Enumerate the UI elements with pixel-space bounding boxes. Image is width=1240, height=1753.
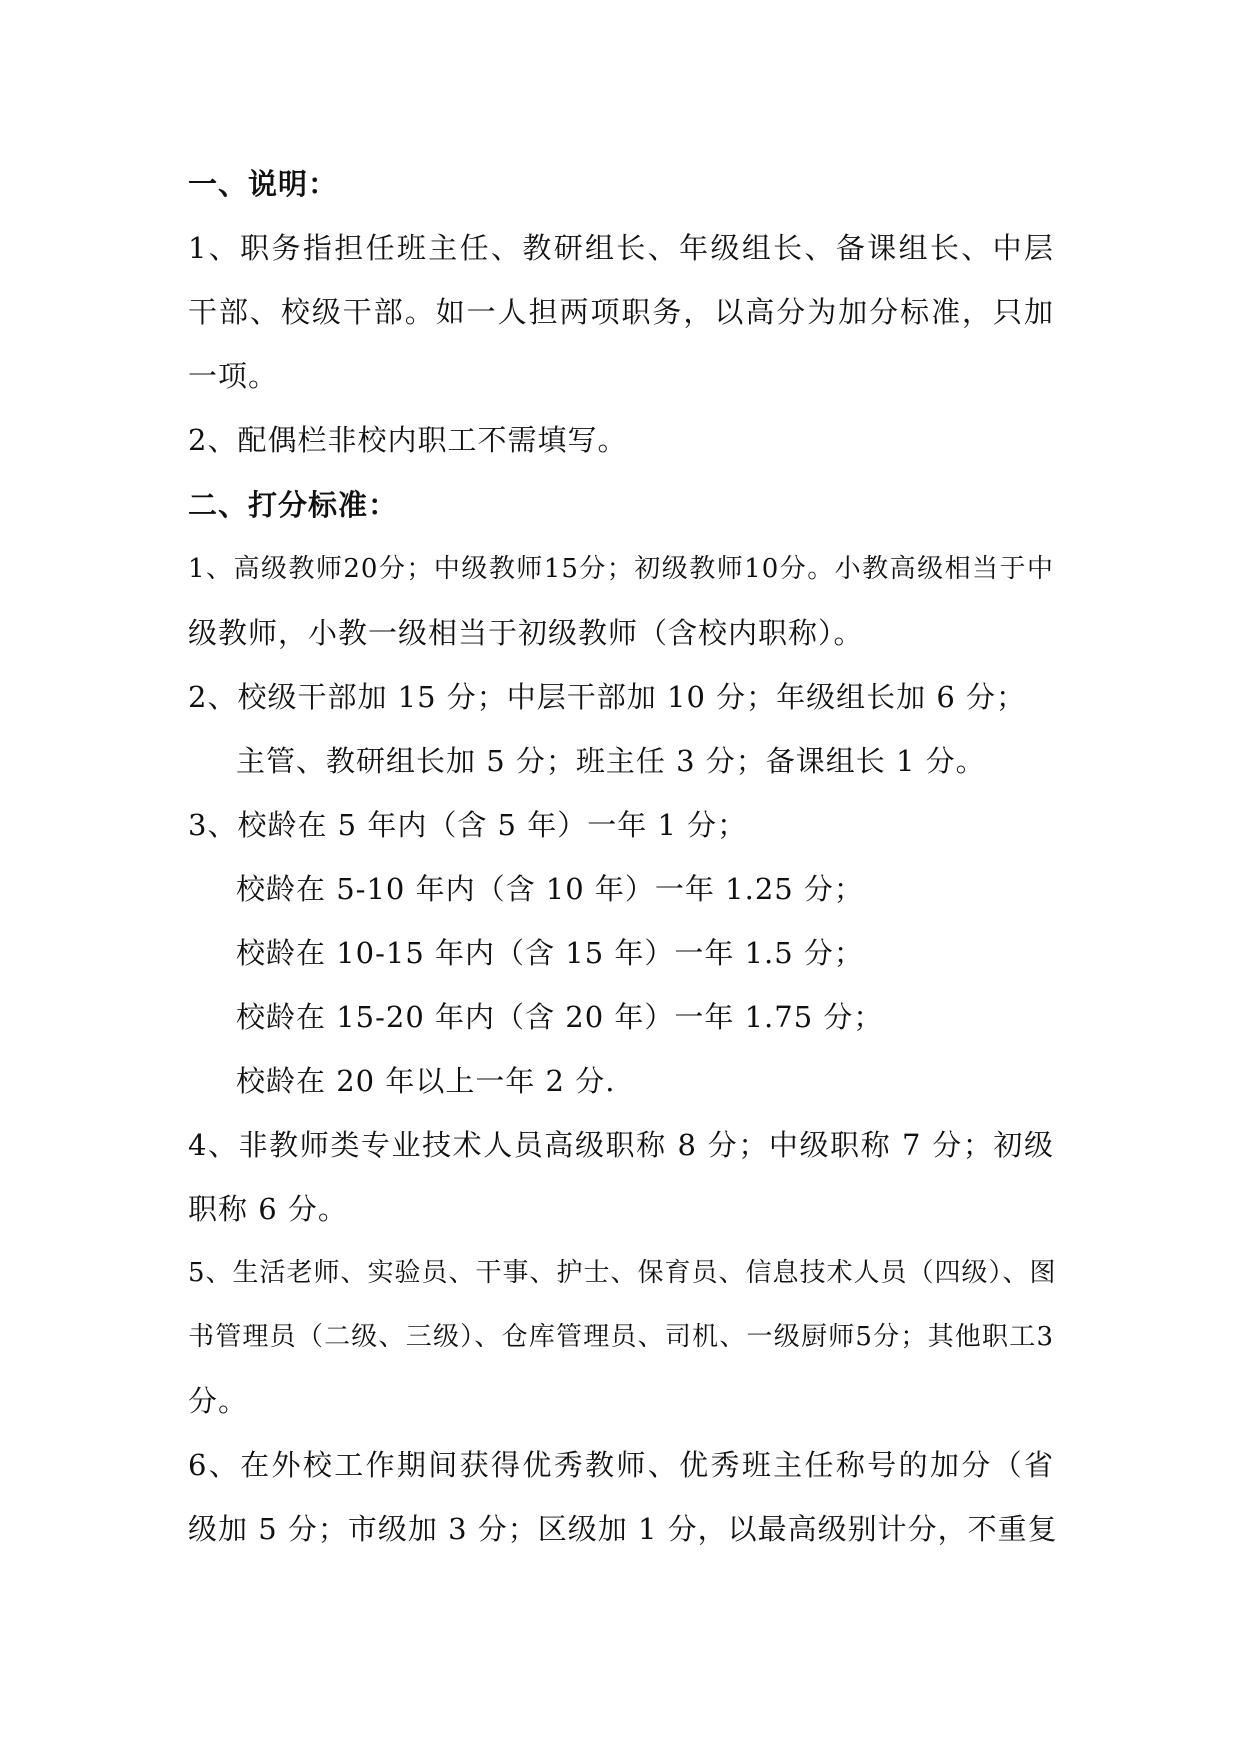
scoring-item-1-line-1: 1、高级教师20分；中级教师15分；初级教师10分。小教高级相当于中 (188, 554, 1054, 584)
scoring-item-5-line-1: 5、生活老师、实验员、干事、护士、保育员、信息技术人员（四级）、图 (188, 1258, 1057, 1288)
explanation-item-1-line-3: 一项。 (188, 359, 279, 393)
scoring-item-4-line-2: 职称 6 分。 (188, 1192, 348, 1226)
explanation-item-2-line-1: 2、配偶栏非校内职工不需填写。 (188, 423, 628, 457)
scoring-item-5-line-3: 分。 (188, 1384, 249, 1418)
scoring-item-6-line-2: 级加 5 分；市级加 3 分；区级加 1 分，以最高级别计分，不重复 (188, 1512, 1058, 1546)
scoring-item-3-line-1: 3、校龄在 5 年内（含 5 年）一年 1 分； (188, 808, 748, 842)
scoring-item-2-line-1: 2、校级干部加 15 分；中层干部加 10 分；年级组长加 6 分； (188, 680, 1027, 714)
explanation-item-1-line-2: 干部、校级干部。如一人担两项职务，以高分为加分标准，只加 (188, 295, 1054, 329)
scoring-item-4-line-1: 4、非教师类专业技术人员高级职称 8 分；中级职称 7 分；初级 (188, 1128, 1054, 1162)
scoring-item-3-line-2: 校龄在 5-10 年内（含 10 年）一年 1.25 分； (236, 872, 864, 906)
scoring-item-3-line-3: 校龄在 10-15 年内（含 15 年）一年 1.5 分； (236, 936, 864, 970)
section-heading-explanation: 一、说明： (188, 167, 339, 201)
scoring-item-3-line-5: 校龄在 20 年以上一年 2 分. (236, 1064, 616, 1098)
scoring-item-1-line-2: 级教师，小教一级相当于初级教师（含校内职称）。 (188, 616, 864, 650)
scoring-item-5-line-2: 书管理员（二级、三级）、仓库管理员、司机、一级厨师5分；其他职工3 (188, 1322, 1054, 1352)
scoring-item-6-line-1: 6、在外校工作期间获得优秀教师、优秀班主任称号的加分（省 (188, 1448, 1054, 1482)
scoring-item-3-line-4: 校龄在 15-20 年内（含 20 年）一年 1.75 分； (236, 1000, 884, 1034)
explanation-item-1-line-1: 1、职务指担任班主任、教研组长、年级组长、备课组长、中层 (188, 231, 1054, 265)
section-heading-scoring-standard: 二、打分标准： (188, 488, 399, 522)
scoring-item-2-line-2: 主管、教研组长加 5 分；班主任 3 分；备课组长 1 分。 (236, 744, 986, 778)
